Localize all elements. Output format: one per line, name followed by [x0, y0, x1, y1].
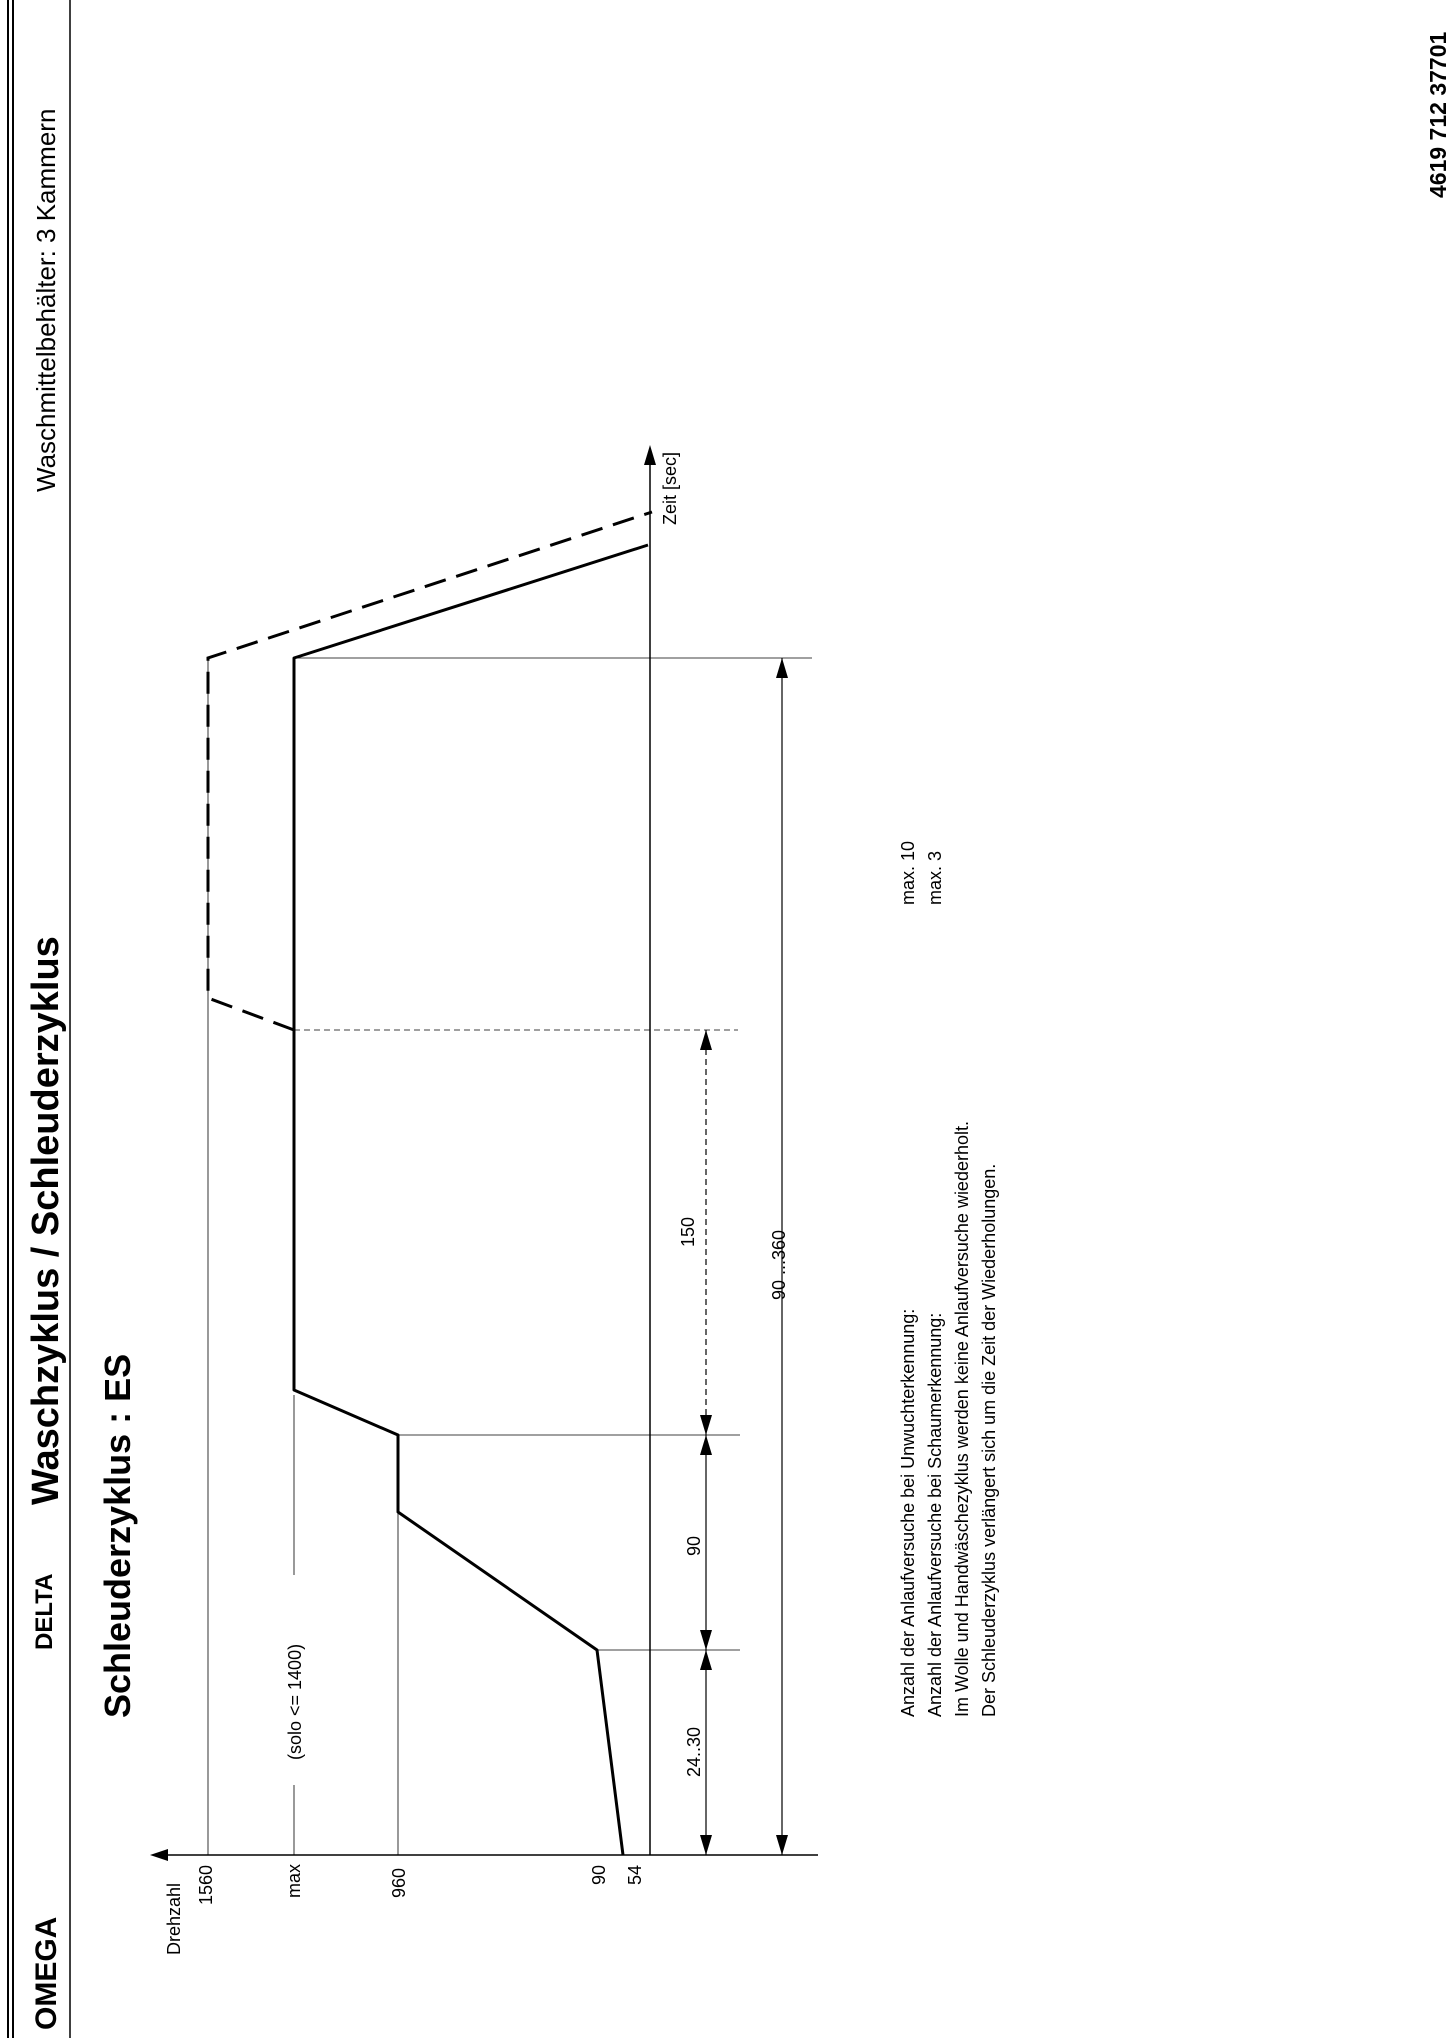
dimension-arrow: [776, 1835, 788, 1855]
y-tick-960: 960: [389, 1867, 409, 1898]
note-value-2: max. 3: [925, 850, 945, 905]
dimension-label: 24..30: [684, 1726, 704, 1777]
x-axis-arrow: [644, 445, 656, 465]
dimension-arrow: [700, 1835, 712, 1855]
x-axis-label: Zeit [sec]: [660, 451, 680, 525]
spin-diagram: [150, 445, 818, 1955]
dimension-90-360: [769, 658, 789, 1855]
brand-omega: OMEGA: [30, 1916, 63, 2030]
solo-note: (solo <= 1400): [285, 1643, 305, 1760]
spin-profile-1560-dashed: [208, 512, 652, 1030]
spin-profile-line: [294, 545, 648, 1855]
y-tick-1560: 1560: [196, 1864, 216, 1905]
dispenser-info: Waschmittelbehälter: 3 Kammern: [31, 108, 61, 492]
page-title: Waschzyklus / Schleuderzyklus: [25, 936, 67, 1505]
dimension-arrow: [700, 1435, 712, 1455]
dimension-label: 90: [684, 1535, 704, 1556]
header-strip: [8, 0, 70, 2038]
note-line-2: Anzahl der Anlaufversuche bei Schaumerkennung:: [925, 1312, 945, 1717]
dimension-90: [684, 1435, 712, 1650]
dimension-arrow: [700, 1650, 712, 1670]
dimension-arrow: [700, 1630, 712, 1650]
y-tick-54: 54: [625, 1864, 645, 1885]
brand-delta: DELTA: [31, 1573, 58, 1650]
note-line-4: Der Schleuderzyklus verlängert sich um die Zeit der Wiederholungen.: [979, 1163, 999, 1717]
y-tick-max: max: [284, 1863, 304, 1898]
y-axis-arrow: [150, 1849, 168, 1861]
note-value-1: max. 10: [898, 840, 918, 905]
note-line-3: Im Wolle und Handwäschezyklus werden keine Anlaufversuche wiederholt.: [952, 1121, 972, 1717]
note-line-1: Anzahl der Anlaufversuche bei Unwuchterkennung:: [898, 1308, 918, 1717]
diagram-subtitle: Schleuderzyklus : ES: [97, 1353, 138, 1718]
dimension-arrow: [776, 658, 788, 678]
y-axis-label: Drehzahl: [164, 1882, 184, 1955]
dimension-24-30: [684, 1650, 712, 1855]
notes-block: [898, 841, 999, 1717]
dimension-label: 150: [678, 1216, 698, 1247]
dimension-arrow: [700, 1030, 712, 1050]
dimension-150: [678, 1030, 712, 1435]
dimension-label: 90 ...360: [769, 1229, 789, 1300]
document-number: 4619 712 37701: [1425, 31, 1451, 198]
dimension-arrow: [700, 1415, 712, 1435]
y-tick-90: 90: [589, 1864, 609, 1885]
